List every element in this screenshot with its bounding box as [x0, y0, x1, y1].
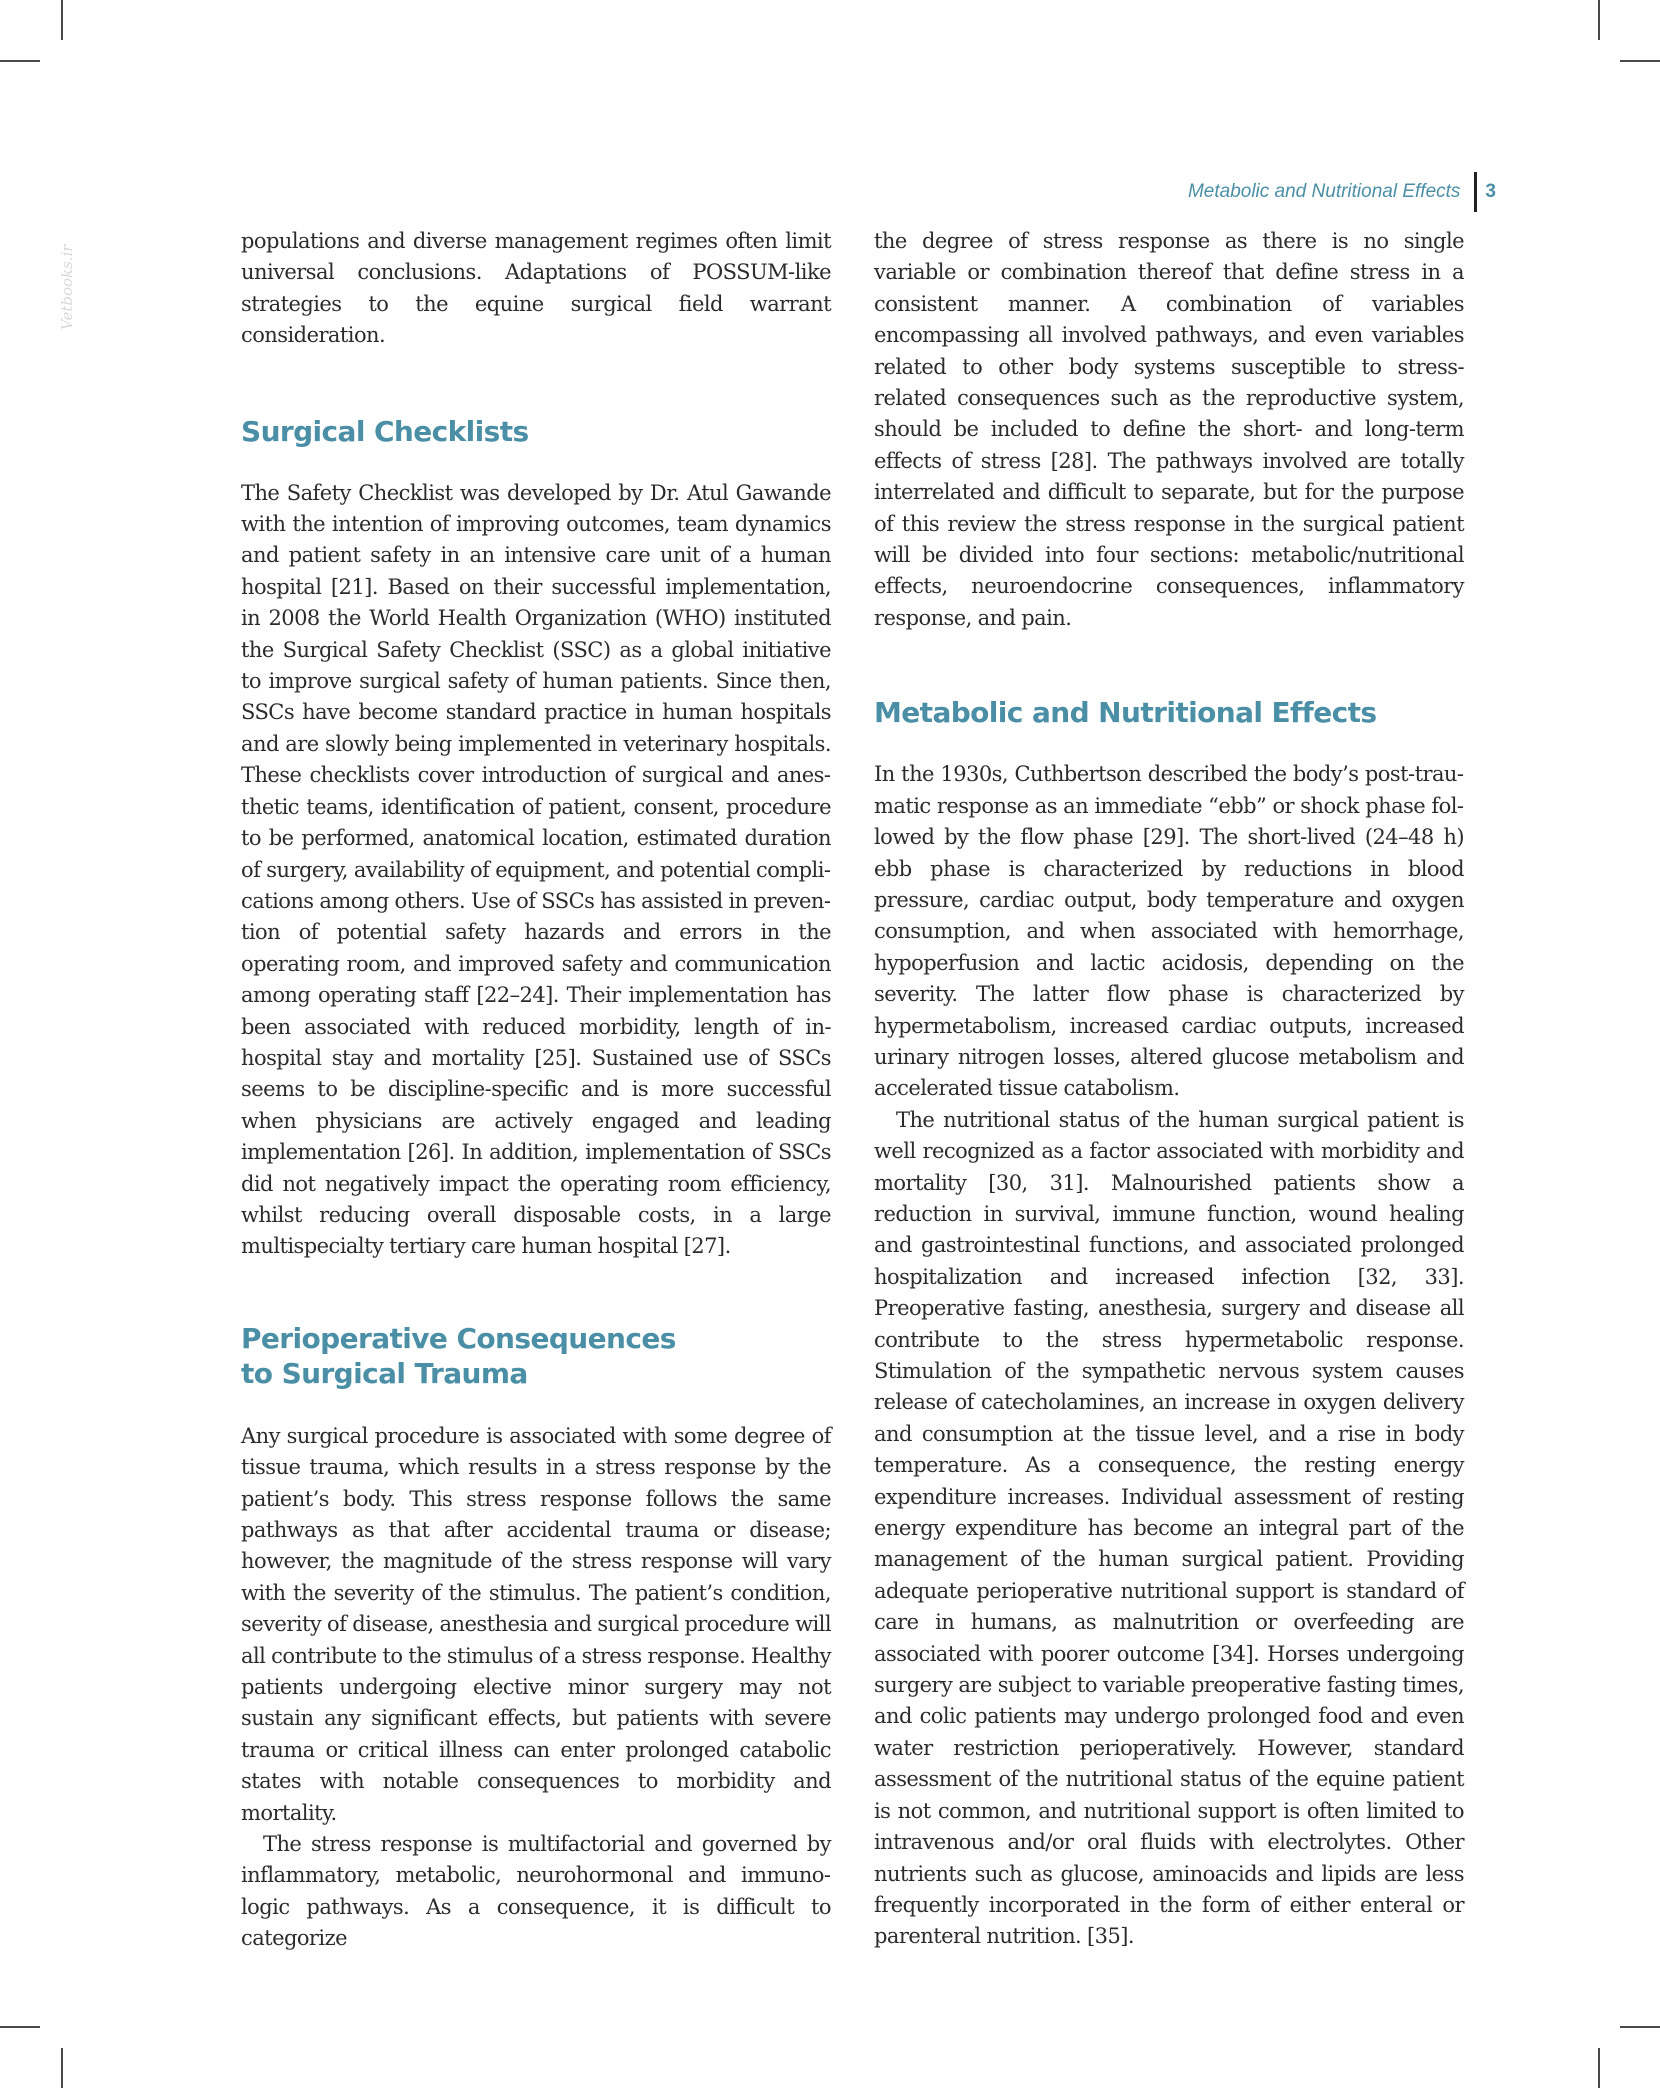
running-head-divider	[1474, 172, 1477, 212]
crop-mark-bottom-right-v	[1598, 2048, 1600, 2088]
paragraph-metabolic-1: In the 1930s, Cuthbertson described the body’s post-traumatic response as an immediate “ebb” or shock phase followed by the flow phase [29]. The short-lived (24–48 h) ebb phase is characterized by reductions in blood pressure, cardiac output, body temperature and oxygen consumption, and when associated with hemorrhage, hypoperfusion and lactic acidosis, depending on the severity. The latter flow phase is characterized by hypermetabolism, increased cardiac outputs, increased urinary nitrogen losses, altered glucose metabolism and accelerated tissue catabolism.	[874, 762, 1464, 1101]
crop-mark-bottom-right-h	[1620, 2026, 1660, 2028]
heading-perioperative-line-1: Perioperative Consequences	[241, 1321, 676, 1355]
running-head-title: Metabolic and Nutritional Effects	[1187, 181, 1461, 202]
paragraph-continuation: the degree of stress response as there is no single variable or combination thereof that define stress in a consistent manner. A combination of variables encompassing all involved pathways, and even variables related to other body systems susceptible to stress-related consequences such as the reproductive system, should be included to define the short- and long-term effects of stress [28]. The pathways involved are totally interrelated and difficult to separate, but for the purpose of this review the stress response in the surgical patient will be divided into four sections: metabolic/nutritional effects, neuroendocrine consequences, inflammatory response, and pain.	[874, 229, 1464, 630]
running-head	[1188, 172, 1496, 212]
watermark: Vetbooks.ir	[58, 244, 76, 330]
page-number: 3	[1485, 181, 1496, 202]
crop-mark-top-right-h	[1620, 60, 1660, 62]
left-column	[241, 226, 831, 1955]
paragraph-perioperative-1: Any surgical procedure is associated with some degree of tissue trauma, which results in a stress response by the patient’s body. This stress response follows the same pathways as that after accidental trauma or disease; however, the magnitude of the stress response will vary with the severity of the stimulus. The patient’s condition, severity of disease, anesthesia and surgical procedure will all contribute to the stimulus of a stress response. Healthy patients undergoing elective minor surgery may not sustain any significant effects, but patients with severe trauma or critical illness can enter prolonged catabolic states with notable consequences to morbidity and mortality.	[241, 1423, 831, 1825]
crop-mark-bottom-left-v	[61, 2048, 63, 2088]
paragraph-perioperative-2: The stress response is multifactorial and governed by inflammatory, metabolic, neurohormonal and immunologic pathways. As a consequence, it is difficult to categorize	[241, 1832, 831, 1951]
paragraph-checklists: The Safety Checklist was developed by Dr. Atul Gawande with the intention of improving outcomes, team dynamics and patient safety in an intensive care unit of a human hospital [21]. Based on their successful implementation, in 2008 the World Health Organization (WHO) instituted the Surgical Safety Checklist (SSC) as a global initiative to improve surgical safety of human patients. Since then, SSCs have become standard practice in human hospitals and are slowly being implemented in veterinary hospitals. These checklists cover introduction of surgical and anesthetic teams, identification of patient, consent, procedure to be performed, anatomical location, estimated duration of surgery, availability of equipment, and potential complications among others. Use of SSCs has assisted in prevention of potential safety hazards and errors in the operating room, and improved safety and communication among operating staff [22–24]. Their implementation has been associated with reduced morbidity, length of in-hospital stay and mortality [25]. Sustained use of SSCs seems to be discipline-specific and is more successful when physicians are actively engaged and leading implementation [26]. In addition, implementation of SSCs did not negatively impact the operating room efficiency, whilst reducing overall disposable costs, in a large multispecialty tertiary care human hospital [27].	[241, 480, 831, 1259]
heading-metabolic-nutritional-effects: Metabolic and Nutritional Effects	[874, 696, 1377, 730]
heading-surgical-checklists: Surgical Checklists	[241, 414, 529, 448]
right-column	[874, 226, 1464, 1953]
paragraph-metabolic-2: The nutritional status of the human surgical patient is well recognized as a factor associated with morbidity and mortality [30, 31]. Malnourished patients show a reduction in survival, immune function, wound healing and gastrointestinal functions, and associated prolonged hospitalization and increased infection [32, 33]. Preoperative fasting, anesthesia, surgery and disease all contribute to the stress hypermetabolic response. Stimulation of the sympathetic nervous system causes release of catecholamines, an increase in oxygen delivery and consumption at the tissue level, and a rise in body temperature. As a consequence, the resting energy expenditure increases. Individual assessment of resting energy expenditure has become an integral part of the management of the human surgical patient. Providing adequate perioperative nutritional support is standard of care in humans, as malnutrition or overfeeding are associated with poorer outcome [34]. Horses undergoing surgery are subject to variable preoperative fasting times, and colic patients may undergo prolonged food and even water restriction perioperatively. However, standard assessment of the nutritional status of the equine patient is not common, and nutritional support is often limited to intravenous and/or oral fluids with electrolytes. Other nutrients such as glucose, aminoacids and lipids are less frequently incorporated in the form of either enteral or parenteral nutrition. [35].	[874, 1107, 1464, 1949]
crop-mark-top-right-v	[1598, 0, 1600, 40]
crop-mark-top-left-h	[0, 60, 40, 62]
crop-mark-bottom-left-h	[0, 2026, 40, 2028]
crop-mark-top-left-v	[61, 0, 63, 40]
paragraph-intro: populations and diverse management regimes often limit universal conclusions. Adaptations of POSSUM-like strategies to the equine surgical field warrant consideration.	[241, 229, 831, 348]
heading-perioperative-line-2: to Surgical Trauma	[241, 1356, 528, 1390]
heading-perioperative-consequences	[241, 1321, 831, 1391]
